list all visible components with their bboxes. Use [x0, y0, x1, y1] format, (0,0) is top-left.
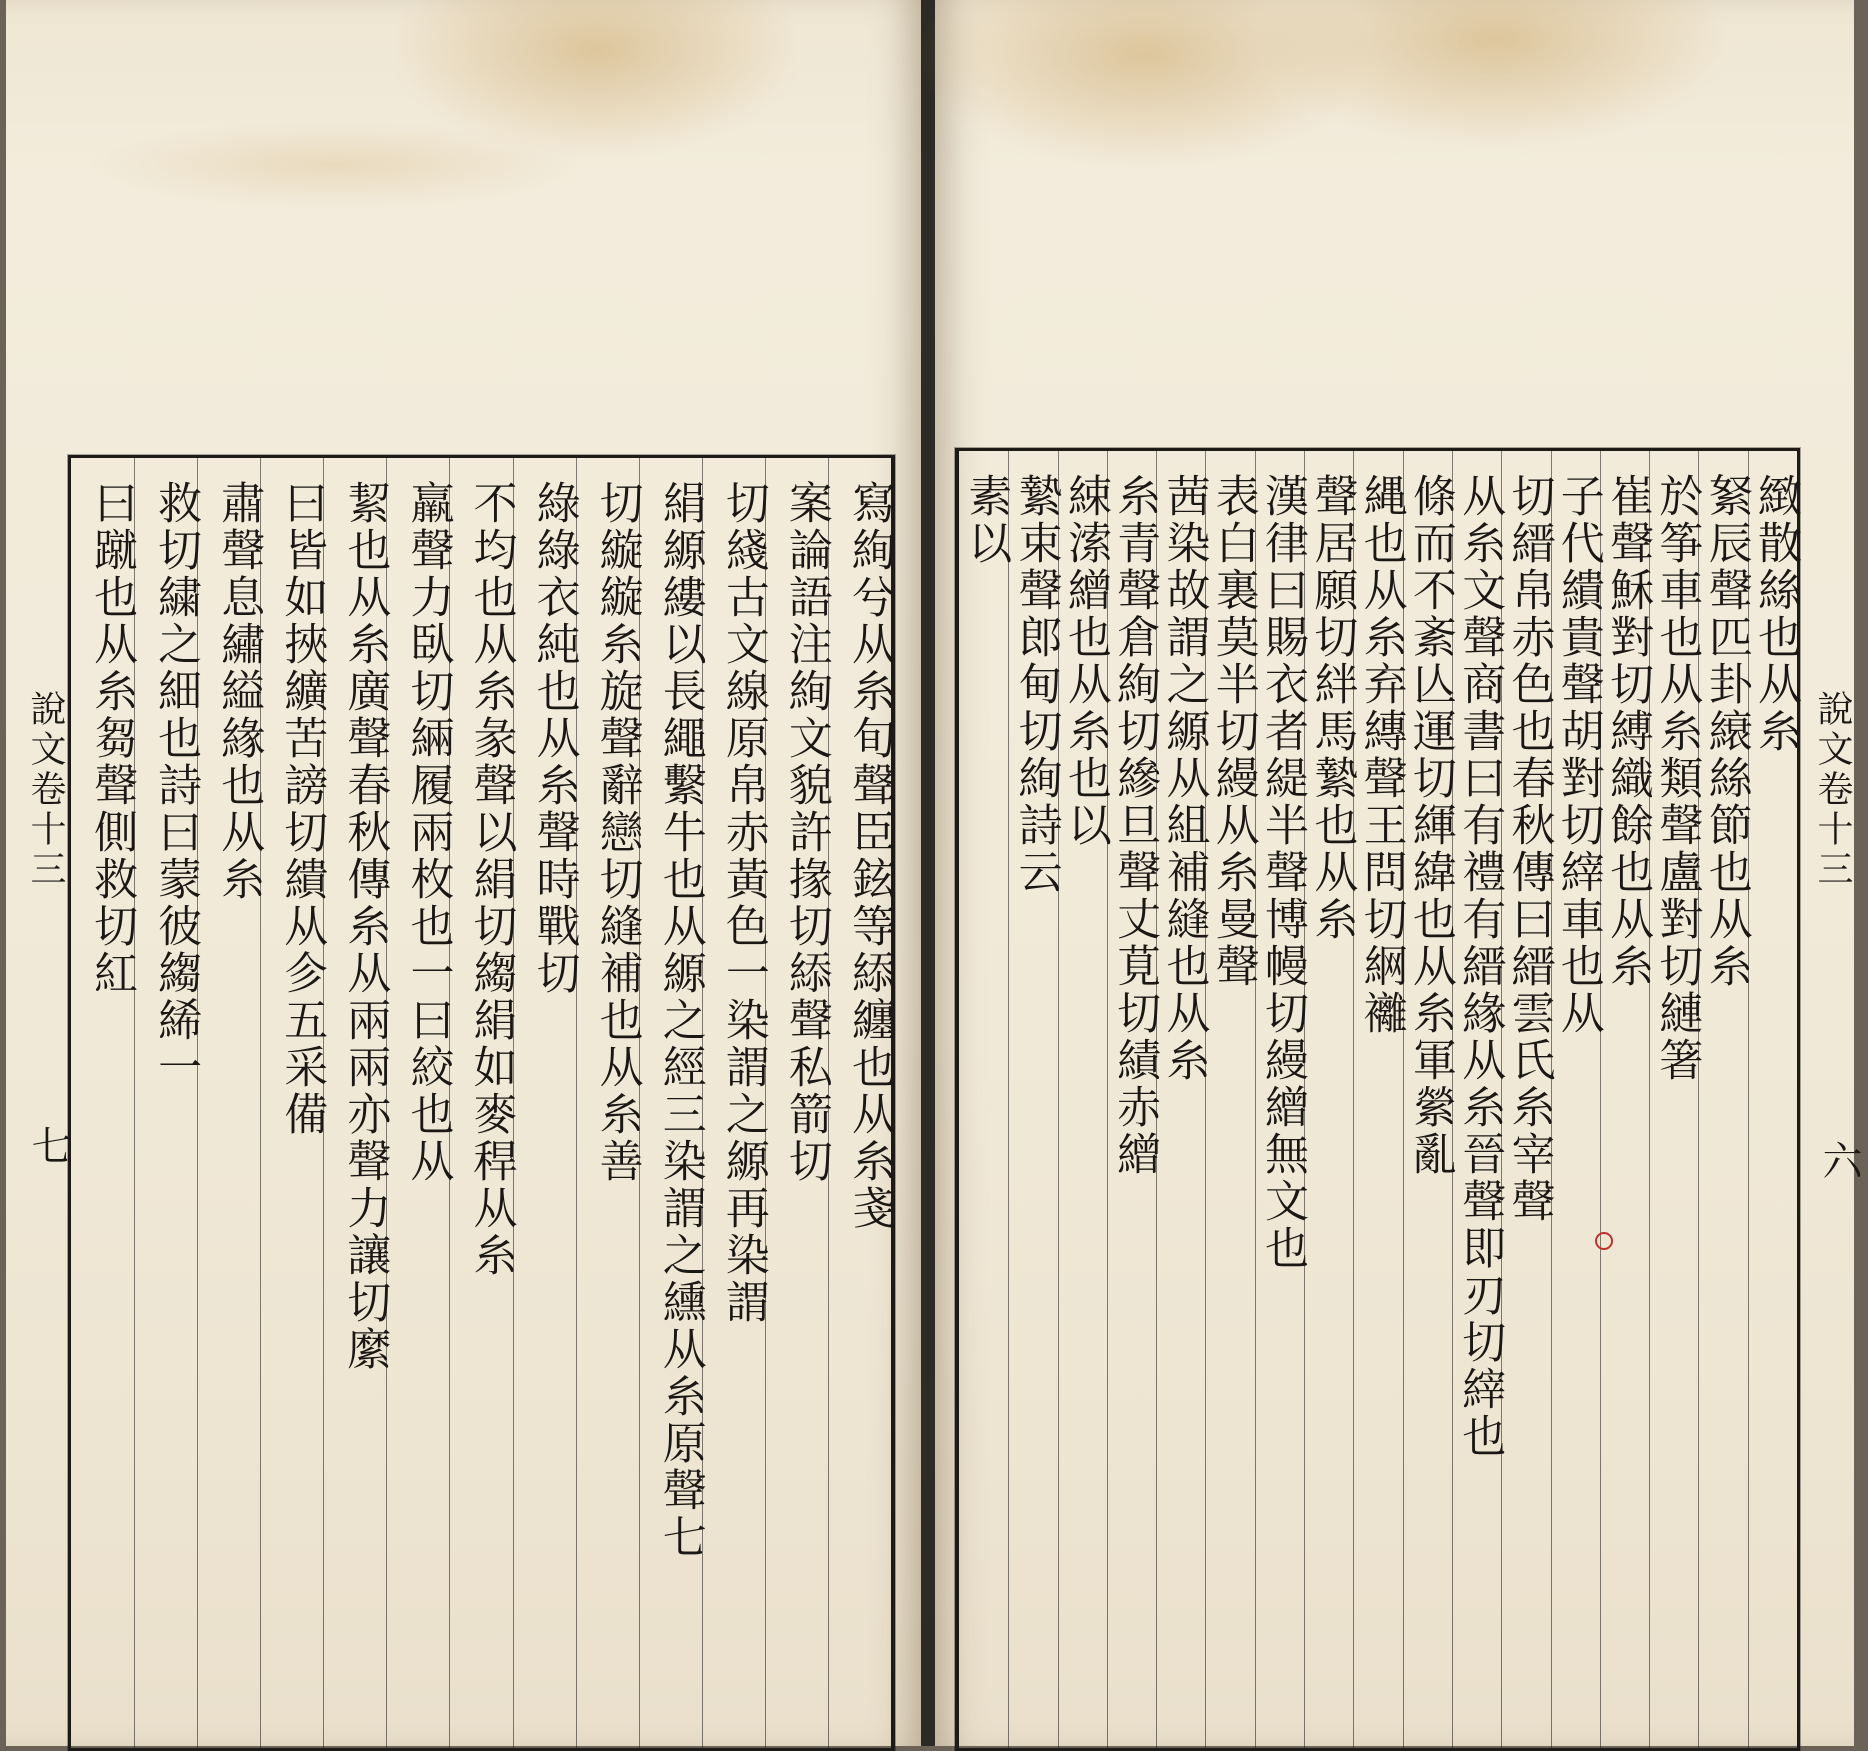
text-column — [134, 458, 202, 1748]
left-page — [6, 0, 921, 1746]
text-column — [828, 458, 895, 1748]
text-column — [1107, 451, 1161, 1748]
text-column — [197, 458, 265, 1748]
column-text: 切綫古文線原帛赤黃色一染謂之縓再染謂 — [717, 480, 769, 1326]
text-column — [1255, 451, 1309, 1748]
text-column — [1008, 451, 1062, 1748]
column-text: 救切繍之細也詩曰蒙彼縐絺一 — [150, 480, 202, 1091]
text-column — [1748, 451, 1801, 1748]
text-column — [1551, 451, 1604, 1748]
column-text: 茜染故謂之縓从組補縫也从糸 — [1158, 473, 1210, 1084]
text-column — [1600, 451, 1654, 1748]
column-text: 不均也从糸彖聲以絹切縐絹如麥稈从糸 — [465, 480, 517, 1279]
text-column — [1403, 451, 1456, 1748]
column-text: 羸聲力臥切緉履兩枚也一曰絞也从 — [402, 480, 454, 1185]
column-text: 漢律曰賜衣者緹半聲博幔切縵繒無文也 — [1257, 473, 1309, 1272]
text-column — [1501, 451, 1555, 1748]
red-seal-mark — [1595, 1232, 1613, 1250]
column-text: 表白裏莫半切縵从糸曼聲 — [1207, 473, 1259, 990]
text-column — [1452, 451, 1506, 1748]
right-margin-title: 說文卷十三 — [1812, 690, 1853, 890]
column-text: 从糸文聲商書曰有禮有縉緣从糸晉聲即刃切縡也 — [1454, 473, 1506, 1460]
column-text: 縶束聲郎甸切絢詩云 — [1010, 473, 1062, 896]
column-text: 縄也从糸弃縳聲王問切䋞䙰 — [1355, 473, 1407, 1037]
text-column — [1205, 451, 1259, 1748]
column-text: 切縉帛赤色也春秋傳曰縉雲氏糸宰聲 — [1503, 473, 1555, 1225]
column-text: 於筝車也从糸類聲盧對切縺箸 — [1651, 473, 1703, 1084]
right-page-number: 六 — [1816, 1140, 1862, 1180]
text-column — [1698, 451, 1752, 1748]
text-column — [449, 458, 517, 1748]
column-text: 案論語注絢文貌許掾切䋬聲私箭切 — [780, 480, 832, 1185]
column-text: 糸青聲倉絢切縿旦聲丈莧切績赤繒 — [1109, 473, 1161, 1178]
text-column — [1304, 451, 1358, 1748]
text-column — [1353, 451, 1407, 1748]
column-text: 絹縓縷以長繩繫牛也从縓之經三染謂之纁从糸原聲七 — [654, 480, 706, 1561]
column-text: 肅聲息繡縊緣也从糸 — [213, 480, 265, 903]
column-text: 綀溹繒也从糸也以 — [1059, 473, 1111, 849]
column-text: 條而不紊亾運切緷緯也从糸軍縈亂 — [1404, 473, 1456, 1178]
column-text: 絜也从糸廣聲春秋傳糸从兩兩亦聲力讓切縻 — [339, 480, 391, 1373]
right-text-block — [955, 448, 1800, 1751]
text-column — [639, 458, 706, 1748]
column-text: 崔聲穌對切縛織餘也从糸 — [1602, 473, 1654, 990]
text-column — [513, 458, 580, 1748]
column-text: 聲居願切絆馬縶也从糸 — [1306, 473, 1358, 943]
left-page-number: 七 — [25, 1125, 71, 1165]
column-text: 切縼縼糸旋聲辭戀切縫補也从糸善 — [591, 480, 643, 1185]
text-column — [1058, 451, 1111, 1748]
text-column — [1156, 451, 1210, 1748]
column-text: 子代繢貴聲胡對切縡車也从 — [1552, 473, 1604, 1037]
left-text-block — [68, 455, 895, 1751]
binding-gutter — [921, 0, 935, 1746]
text-column — [959, 451, 1012, 1748]
text-column — [71, 458, 138, 1748]
text-column — [576, 458, 643, 1748]
text-column — [1649, 451, 1703, 1748]
text-column — [702, 458, 769, 1748]
text-column — [386, 458, 454, 1748]
column-text: 綠綠衣純也从糸聲時戰切 — [528, 480, 580, 997]
column-text: 䋈辰聲匹卦縗絲節也从糸 — [1700, 473, 1752, 990]
column-text: 緻散絲也从糸 — [1749, 473, 1801, 755]
column-text: 曰蹴也从糸芻聲側救切紅 — [86, 480, 138, 997]
text-column — [765, 458, 832, 1748]
water-stain — [86, 120, 586, 210]
column-text: 寫絢兮从糸旬聲臣鉉等䋬纏也从糸戔 — [843, 480, 895, 1232]
water-stain — [1255, 0, 1735, 150]
column-text: 曰皆如挾纊苦謗切繢从㐱五采備 — [276, 480, 328, 1138]
right-page — [935, 0, 1862, 1746]
text-column — [260, 458, 328, 1748]
column-text: 素以 — [960, 473, 1012, 567]
text-column — [323, 458, 391, 1748]
left-margin-title: 說文卷十三 — [25, 690, 66, 890]
